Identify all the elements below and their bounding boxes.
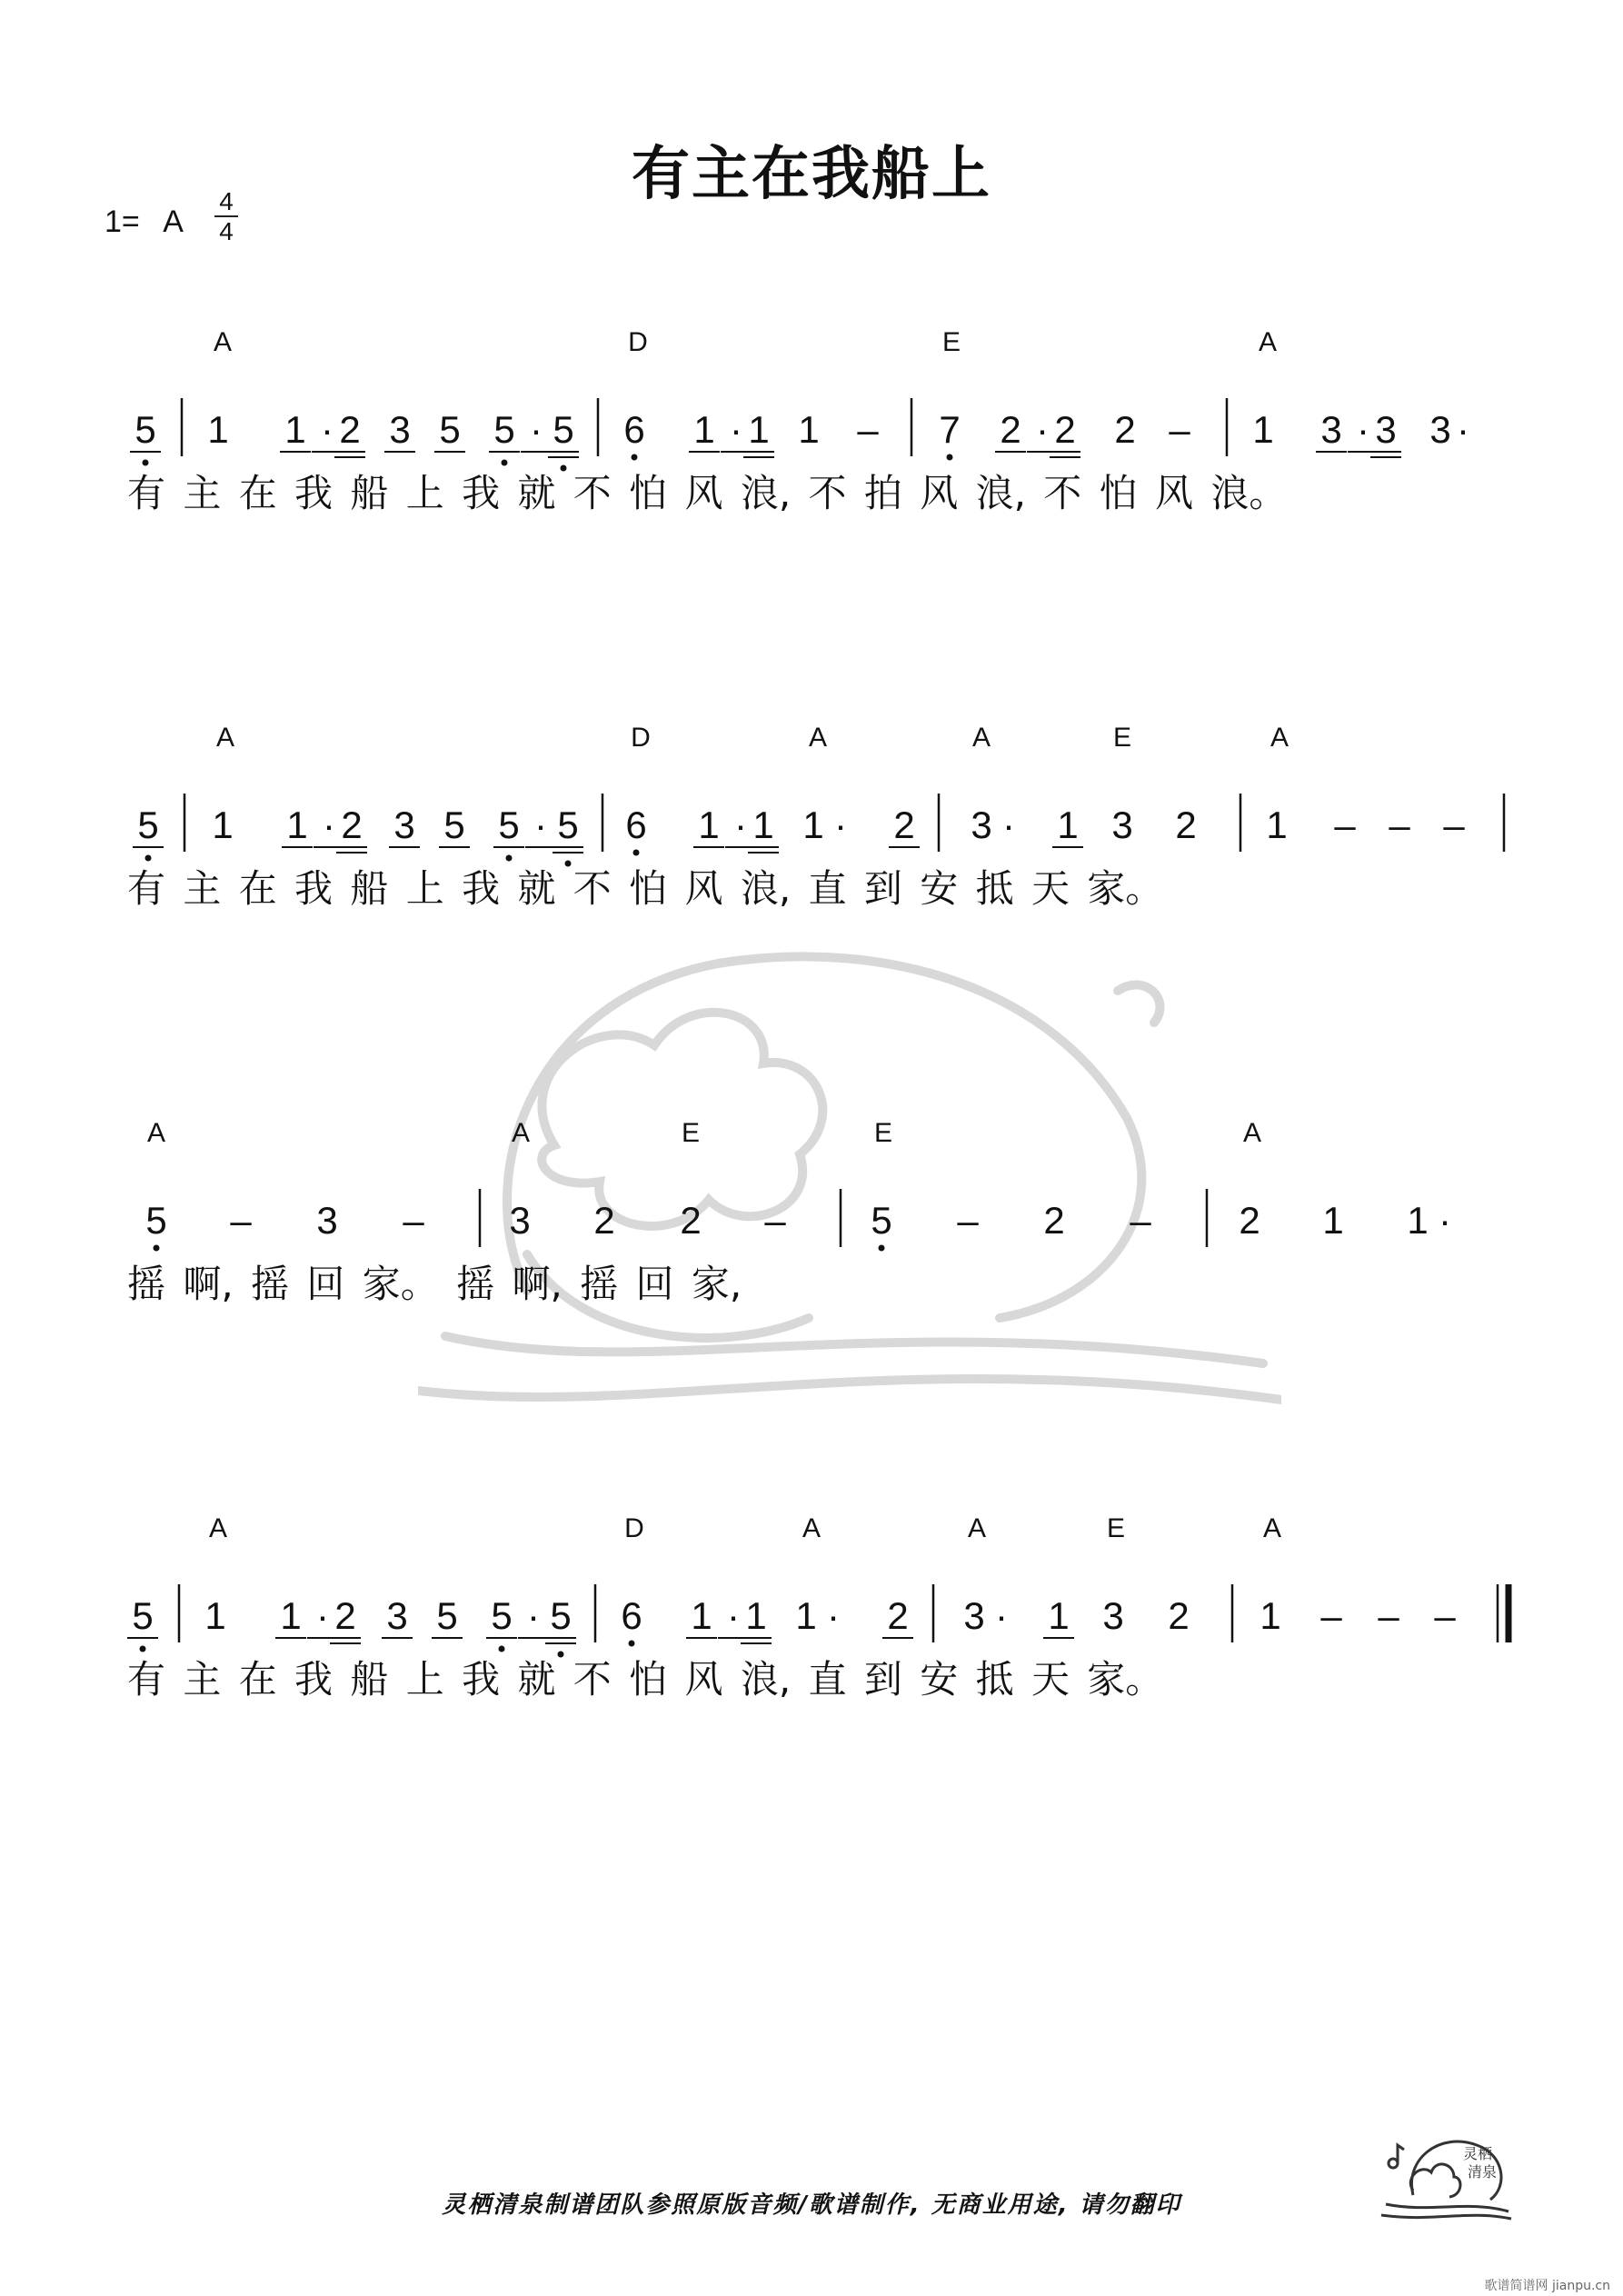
note: 2 — [339, 408, 361, 451]
note: 3 — [1375, 408, 1397, 451]
dash-mark: – — [957, 1199, 979, 1242]
dot-mark: · — [1036, 408, 1049, 451]
note: 6 — [621, 1594, 642, 1637]
note: 2 — [1239, 1199, 1260, 1242]
note: 2 — [593, 1199, 615, 1242]
note: 3 — [389, 408, 411, 451]
dot-mark: · — [1439, 1199, 1451, 1242]
logo-sheep-icon — [1377, 2122, 1513, 2222]
chord-symbol: A — [215, 723, 234, 753]
key-name: A — [163, 205, 184, 239]
note: 2 — [1054, 408, 1076, 451]
dot-mark: · — [323, 804, 335, 846]
dot-mark: · — [1002, 804, 1015, 846]
chord-symbol: A — [808, 723, 827, 753]
note: 1 — [207, 408, 229, 451]
note: 1 — [1266, 804, 1288, 846]
chord-symbol: A — [213, 327, 232, 357]
chord-symbol: E — [941, 327, 961, 357]
note: 5 — [498, 804, 520, 846]
dot-mark: · — [727, 1594, 740, 1637]
note: 1 — [1260, 1594, 1281, 1637]
octave-dot — [947, 454, 953, 461]
dash-mark: – — [1130, 1199, 1151, 1242]
dot-mark: · — [995, 1594, 1008, 1637]
dot-mark: · — [834, 804, 847, 846]
note: 2 — [1043, 1199, 1065, 1242]
note: 7 — [939, 408, 961, 451]
note: 1 — [212, 804, 234, 846]
dash-mark: – — [764, 1199, 786, 1242]
note: 6 — [623, 408, 645, 451]
note: 1 — [795, 1594, 817, 1637]
note: 3 — [509, 1199, 531, 1242]
dot-mark: · — [730, 408, 742, 451]
dash-mark: – — [403, 1199, 424, 1242]
chord-symbol: A — [967, 1513, 986, 1543]
note: 2 — [334, 1594, 356, 1637]
note: 1 — [1252, 408, 1274, 451]
dash-mark: – — [857, 408, 879, 451]
note: 1 — [1407, 1199, 1429, 1242]
note: 1 — [1048, 1594, 1070, 1637]
note: 5 — [493, 408, 515, 451]
dot-mark: · — [734, 804, 747, 846]
lyrics-line: 有 主 在 我 船 上 我 就 不 怕 风 浪, 直 到 安 抵 天 家。 — [127, 866, 1164, 911]
note: 1 — [698, 804, 720, 846]
note: 1 — [798, 408, 820, 451]
note: 2 — [341, 804, 363, 846]
octave-dot — [633, 850, 640, 856]
note: 5 — [557, 804, 579, 846]
dash-mark: – — [1434, 1594, 1456, 1637]
note: 5 — [871, 1199, 892, 1242]
note: 1 — [1057, 804, 1079, 846]
time-signature-bottom: 4 — [219, 217, 234, 245]
note: 5 — [553, 408, 574, 451]
note: 5 — [137, 804, 159, 846]
system-4 — [0, 1513, 1623, 1786]
key-signature — [105, 205, 184, 240]
note: 3 — [963, 1594, 985, 1637]
chord-symbol: E — [1112, 723, 1131, 753]
song-title: 有主在我船上 — [632, 141, 991, 208]
dash-mark: – — [1169, 408, 1190, 451]
note: 1 — [284, 408, 306, 451]
logo-text-2: 清泉 — [1468, 2163, 1498, 2181]
chord-symbol: E — [681, 1118, 700, 1148]
note: 3 — [386, 1594, 408, 1637]
octave-dot — [632, 454, 638, 461]
system-2 — [0, 723, 1623, 995]
chord-symbol: E — [873, 1118, 892, 1148]
dot-mark: · — [534, 804, 547, 846]
note: 3 — [1320, 408, 1342, 451]
time-signature-top: 4 — [219, 187, 234, 215]
note: 1 — [204, 1594, 226, 1637]
chord-symbol: A — [1242, 1118, 1261, 1148]
note: 1 — [745, 1594, 767, 1637]
note: 6 — [625, 804, 647, 846]
note: 1 — [280, 1594, 302, 1637]
dash-mark: – — [1320, 1594, 1342, 1637]
dot-mark: · — [1457, 408, 1469, 451]
note: 1 — [752, 804, 774, 846]
octave-dot — [879, 1245, 885, 1252]
dot-mark: · — [1357, 408, 1369, 451]
chord-symbol: A — [511, 1118, 530, 1148]
system-3 — [0, 1118, 1623, 1391]
note: 5 — [443, 804, 465, 846]
chord-symbol: D — [624, 1513, 644, 1543]
note: 1 — [691, 1594, 712, 1637]
dot-mark: · — [827, 1594, 840, 1637]
note: 5 — [439, 408, 461, 451]
logo-text-1: 灵栖 — [1463, 2145, 1493, 2162]
dash-mark: – — [1389, 804, 1410, 846]
chord-symbol: A — [971, 723, 991, 753]
chord-symbol: A — [1258, 327, 1277, 357]
chord-symbol: A — [208, 1513, 227, 1543]
chord-symbol: D — [631, 723, 651, 753]
lyrics-line: 摇 啊, 摇 回 家。 摇 啊, 摇 回 家, — [127, 1262, 742, 1306]
note: 1 — [802, 804, 824, 846]
octave-dot — [629, 1641, 635, 1647]
chord-symbol: E — [1106, 1513, 1125, 1543]
dash-mark: – — [1443, 804, 1465, 846]
note: 2 — [887, 1594, 909, 1637]
dash-mark: – — [1378, 1594, 1399, 1637]
octave-dot — [154, 1245, 160, 1252]
chord-symbol: D — [628, 327, 648, 357]
chord-symbol: A — [146, 1118, 165, 1148]
note: 2 — [1175, 804, 1197, 846]
note: 1 — [286, 804, 308, 846]
time-signature — [211, 188, 242, 245]
note: 2 — [1114, 408, 1136, 451]
dash-mark: – — [230, 1199, 252, 1242]
note: 2 — [893, 804, 915, 846]
note: 3 — [393, 804, 415, 846]
note: 2 — [1000, 408, 1021, 451]
note: 5 — [436, 1594, 458, 1637]
chord-symbol: A — [802, 1513, 821, 1543]
note: 1 — [693, 408, 715, 451]
lyrics-line: 有 主 在 我 船 上 我 就 不 怕 风 浪, 不 拍 风 浪, 不 怕 风 浪。 — [127, 471, 1288, 515]
site-mark: 歌谱简谱网 jianpu.cn — [1484, 2279, 1610, 2293]
note: 3 — [1102, 1594, 1124, 1637]
note: 5 — [132, 1594, 154, 1637]
note: 5 — [134, 408, 156, 451]
dot-mark: · — [321, 408, 334, 451]
dot-mark: · — [530, 408, 543, 451]
dot-mark: · — [316, 1594, 329, 1637]
note: 5 — [550, 1594, 572, 1637]
system-1 — [0, 327, 1623, 600]
note: 3 — [1429, 408, 1451, 451]
note: 1 — [1322, 1199, 1344, 1242]
lyrics-line: 有 主 在 我 船 上 我 就 不 怕 风 浪, 直 到 安 抵 天 家。 — [127, 1657, 1164, 1702]
note: 3 — [971, 804, 992, 846]
chord-symbol: A — [1270, 723, 1289, 753]
note: 2 — [1168, 1594, 1190, 1637]
note: 3 — [316, 1199, 338, 1242]
note: 5 — [145, 1199, 167, 1242]
note: 5 — [491, 1594, 513, 1637]
note: 3 — [1111, 804, 1133, 846]
key-label: 1= — [105, 205, 140, 239]
dash-mark: – — [1334, 804, 1356, 846]
dot-mark: · — [527, 1594, 540, 1637]
note: 2 — [680, 1199, 702, 1242]
footer-note: 灵栖清泉制谱团队参照原版音频/歌谱制作, 无商业用途, 请勿翻印 — [442, 2191, 1181, 2219]
note: 1 — [748, 408, 770, 451]
chord-symbol: A — [1262, 1513, 1281, 1543]
